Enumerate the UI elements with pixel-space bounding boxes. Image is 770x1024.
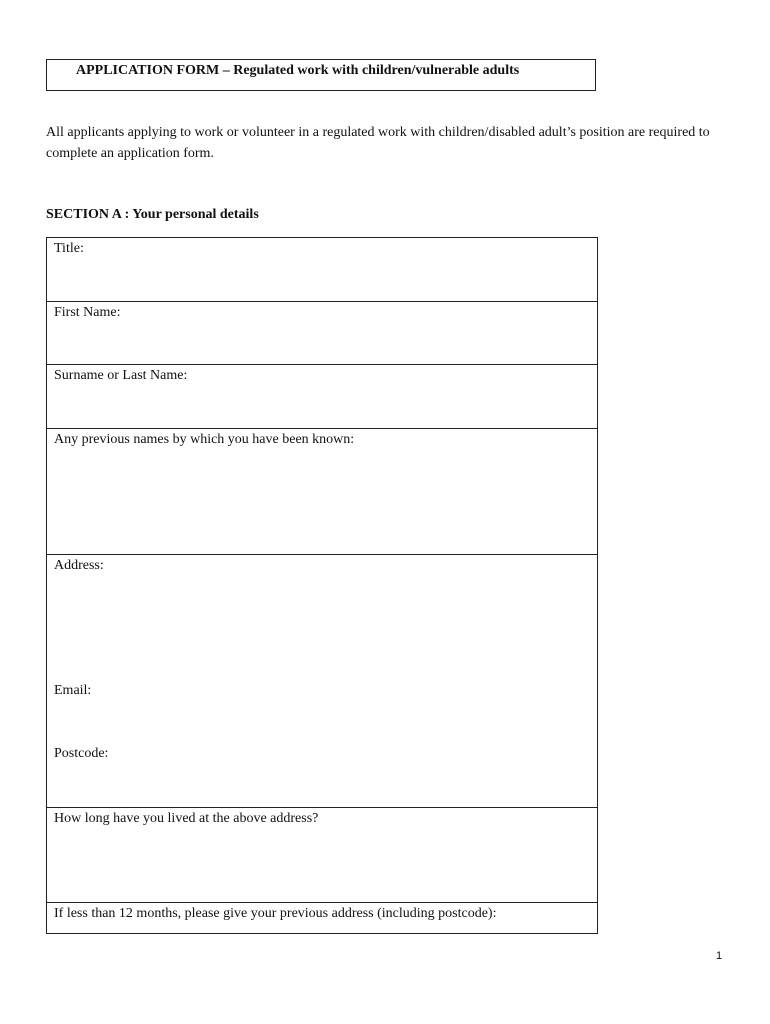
address-label: Address: bbox=[54, 558, 104, 573]
how-long-field[interactable] bbox=[47, 808, 597, 903]
title-field[interactable] bbox=[47, 238, 597, 302]
email-label: Email: bbox=[54, 683, 92, 698]
surname-field[interactable] bbox=[47, 365, 597, 429]
previous-names-label: Any previous names by which you have been known: bbox=[54, 432, 355, 447]
first-name-label: First Name: bbox=[54, 305, 121, 320]
personal-details-table bbox=[46, 237, 598, 934]
previous-address-field[interactable] bbox=[47, 903, 597, 933]
section-a-heading: SECTION A : Your personal details bbox=[46, 207, 259, 222]
surname-label: Surname or Last Name: bbox=[54, 368, 188, 383]
first-name-field[interactable] bbox=[47, 302, 597, 365]
form-title-box bbox=[46, 59, 596, 91]
postcode-label: Postcode: bbox=[54, 746, 109, 761]
page-number: 1 bbox=[716, 950, 723, 962]
title-label: Title: bbox=[54, 241, 84, 256]
address-field[interactable] bbox=[47, 555, 597, 808]
previous-address-label: If less than 12 months, please give your previous address (including postcode): bbox=[54, 906, 497, 921]
intro-paragraph: All applicants applying to work or volunteer in a regulated work with children/disabled adult’s position are required to complete an application form. bbox=[46, 125, 710, 161]
form-title: APPLICATION FORM – Regulated work with children/vulnerable adults bbox=[76, 63, 520, 78]
how-long-label: How long have you lived at the above address? bbox=[54, 811, 319, 826]
previous-names-field[interactable] bbox=[47, 429, 597, 555]
